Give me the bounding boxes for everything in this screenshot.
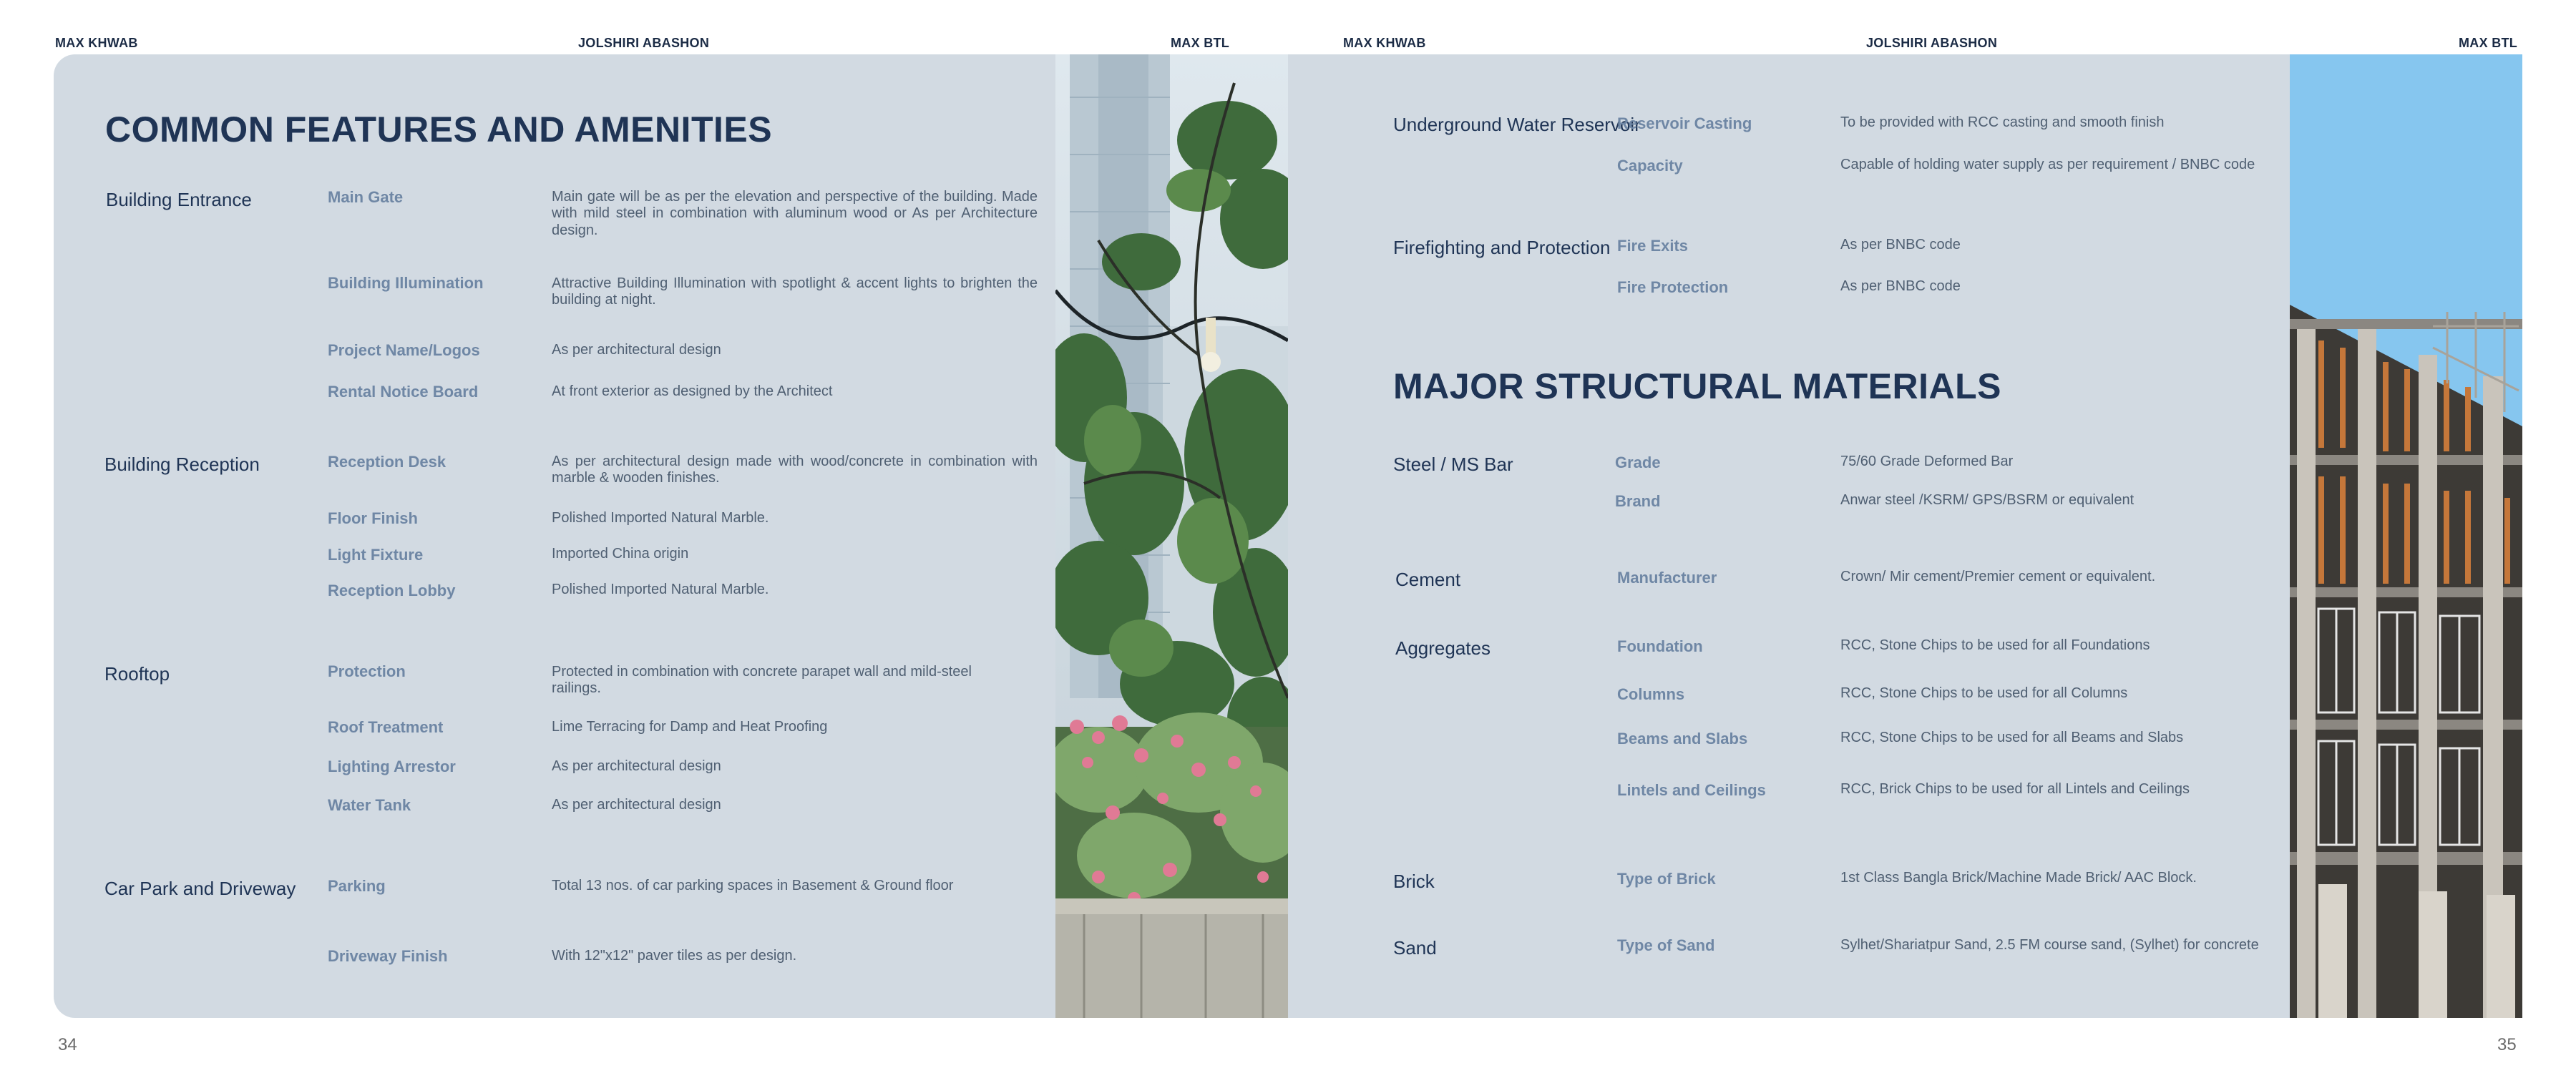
item-label: Building Illumination [328,274,484,292]
item-value: Protected in combination with concrete parapet wall and mild-steel railings. [552,664,972,697]
item-label: Reception Desk [328,453,447,471]
item-value: Imported China origin [552,546,689,562]
item-label: Light Fixture [328,546,424,564]
header-right-project: JOLSHIRI ABASHON [1866,36,1998,50]
item-label: Grade [1615,454,1661,471]
page-title: COMMON FEATURES AND AMENITIES [105,109,773,150]
item-value: Polished Imported Natural Marble. [552,582,769,597]
item-label: Capacity [1617,157,1683,175]
section-heading: Building Entrance [106,189,252,210]
item-value: With 12"x12" paver tiles as per design. [552,948,797,964]
item-value: Crown/ Mir cement/Premier cement or equivalent. [1840,569,2156,584]
section-heading: Aggregates [1395,637,1491,659]
header-left-company: MAX BTL [1171,36,1230,50]
page-number-left: 34 [58,1035,77,1054]
item-label: Type of Brick [1617,870,1716,888]
section-heading: Underground Water Reservoir [1393,114,1641,135]
item-label: Beams and Slabs [1617,730,1748,748]
item-label: Lighting Arrestor [328,758,456,775]
item-value: RCC, Stone Chips to be used for all Beams and Slabs [1840,730,2184,745]
item-value: Sylhet/Shariatpur Sand, 2.5 FM course sand, (Sylhet) for concrete [1840,937,2259,953]
item-label: Roof Treatment [328,718,444,736]
left-page-panel [54,54,1288,1018]
item-label: Reception Lobby [328,582,456,599]
item-label: Lintels and Ceilings [1617,781,1766,799]
section-heading: Rooftop [104,663,170,685]
item-value: Attractive Building Illumination with spotlight & accent lights to brighten the building at night. [552,275,1038,308]
item-value: As per architectural design [552,342,721,358]
item-value: RCC, Stone Chips to be used for all Foundations [1840,637,2150,653]
construction-building-photo [2290,54,2522,1018]
item-label: Fire Protection [1617,278,1729,296]
item-label: Driveway Finish [328,947,448,965]
item-label: Columns [1617,685,1685,703]
section-heading: Cement [1395,569,1461,590]
item-label: Protection [328,662,406,680]
item-label: Parking [328,877,386,895]
section-heading: Firefighting and Protection [1393,237,1611,258]
item-label: Brand [1615,492,1661,510]
item-label: Reservoir Casting [1617,114,1752,132]
item-label: Main Gate [328,188,404,206]
item-label: Fire Exits [1617,237,1689,255]
item-value: To be provided with RCC casting and smooth finish [1840,114,2165,130]
section-heading: Brick [1393,871,1435,892]
item-value: Lime Terracing for Damp and Heat Proofing [552,719,828,735]
header-right-company: MAX BTL [2459,36,2518,50]
item-value: Polished Imported Natural Marble. [552,510,769,526]
item-label: Type of Sand [1617,936,1715,954]
section-heading: Building Reception [104,454,260,475]
section-heading: Sand [1393,937,1437,959]
item-label: Foundation [1617,637,1703,655]
page-number-right: 35 [2497,1035,2517,1054]
item-value: RCC, Stone Chips to be used for all Columns [1840,685,2128,701]
item-value: Main gate will be as per the elevation and perspective of the building. Made with mild steel in combination with aluminum wood or As per Architecture design. [552,189,1038,238]
item-label: Manufacturer [1617,569,1717,587]
item-value: 75/60 Grade Deformed Bar [1840,454,2014,469]
item-value: Capable of holding water supply as per requirement / BNBC code [1840,157,2255,172]
right-page-panel [1288,54,2522,1018]
header-right-brand: MAX KHWAB [1343,36,1426,50]
item-value: As per BNBC code [1840,237,1961,253]
item-value: As per architectural design made with wood/concrete in combination with marble & wooden finishes. [552,454,1038,486]
item-value: Total 13 nos. of car parking spaces in Basement & Ground floor [552,878,954,893]
item-value: As per BNBC code [1840,278,1961,294]
item-value: As per architectural design [552,797,721,813]
item-value: Anwar steel /KSRM/ GPS/BSRM or equivalent [1840,492,2135,508]
item-label: Floor Finish [328,509,418,527]
header-left-brand: MAX KHWAB [55,36,138,50]
item-label: Project Name/Logos [328,341,480,359]
section-title: MAJOR STRUCTURAL MATERIALS [1393,366,2002,406]
section-heading: Car Park and Driveway [104,878,296,899]
item-value: RCC, Brick Chips to be used for all Lintels and Ceilings [1840,781,2190,797]
item-value: 1st Class Bangla Brick/Machine Made Brick/ AAC Block. [1840,870,2197,886]
balcony-garden-photo [1055,54,1288,1018]
item-label: Water Tank [328,796,411,814]
item-value: At front exterior as designed by the Architect [552,383,833,399]
item-label: Rental Notice Board [328,383,479,401]
item-value: As per architectural design [552,758,721,774]
header-left-project: JOLSHIRI ABASHON [578,36,710,50]
section-heading: Steel / MS Bar [1393,454,1513,475]
